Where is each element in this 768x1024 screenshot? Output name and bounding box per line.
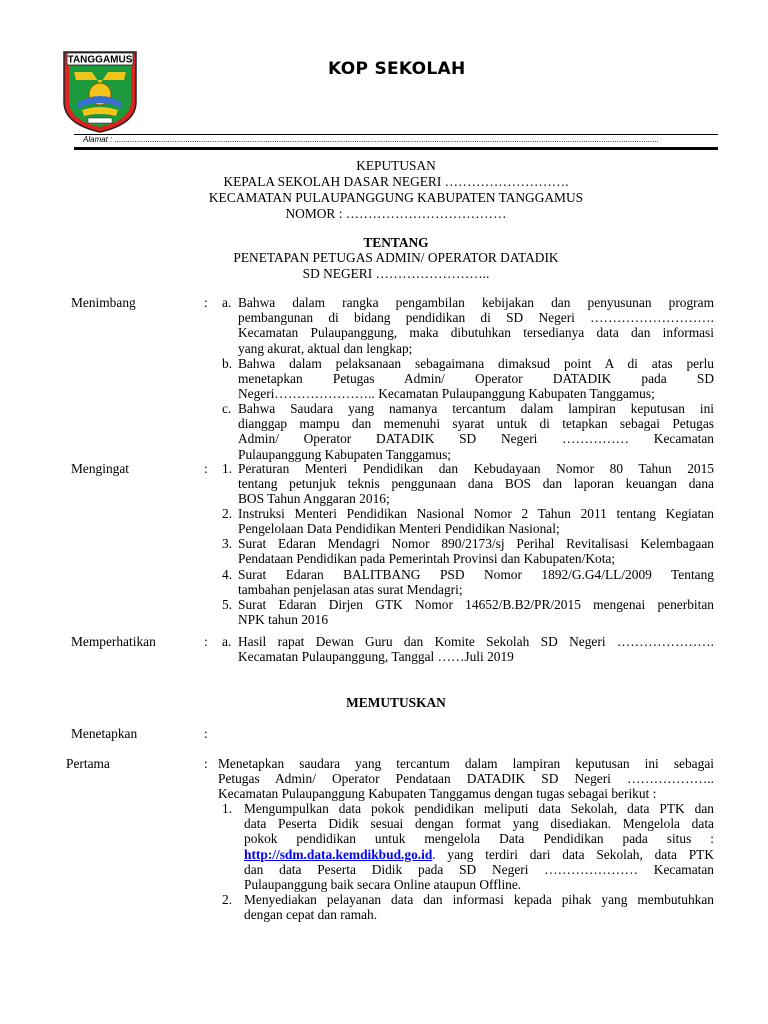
- text-line: Bahwa dalam pelaksanaan sebagaimana dimaksud point A di atas perlu: [238, 356, 714, 371]
- text-line: Kecamatan Pulaupanggung, maka dibutuhkan tersedianya data dan informasi: [238, 325, 714, 341]
- text-line: BOS Tahun Anggaran 2016;: [238, 491, 390, 507]
- menetapkan-label: Menetapkan: [71, 726, 138, 741]
- text-line: Bahwa Saudara yang namanya tercantum dalam lampiran keputusan ini: [238, 401, 714, 416]
- list-marker: 4.: [222, 567, 233, 582]
- text-line: Negeri………………….. Kecamatan Pulaupanggung Kabupaten Tanggamus;: [238, 386, 655, 402]
- pertama-intro: [218, 756, 714, 802]
- mengingat-item-4: [222, 567, 714, 597]
- page-title: KOP SEKOLAH: [328, 59, 466, 79]
- heading-memutuskan: MEMUTUSKAN: [346, 695, 446, 710]
- mengingat-item-3: [222, 536, 714, 566]
- mengingat-label: Mengingat: [71, 461, 130, 476]
- pertama-colon: :: [204, 756, 208, 771]
- text-line: Admin/ Operator DATADIK SD Negeri …………… Kecamatan: [238, 431, 714, 447]
- heading-kepala-sekolah: KEPALA SEKOLAH DASAR NEGERI ……………………….: [223, 174, 569, 189]
- text-line: Pendataan Pendidikan pada Pemerintah Provinsi dan Kabupaten/Kota;: [238, 551, 616, 567]
- menimbang-label: Menimbang: [71, 295, 136, 310]
- address-line: [83, 135, 703, 145]
- text-line: Menetapkan saudara yang tercantum dalam lampiran keputusan ini sebagai: [218, 756, 714, 771]
- list-marker: c.: [222, 401, 232, 416]
- mengingat-item-2: [222, 506, 714, 536]
- heading-sd-negeri: SD NEGERI ……………………..: [302, 266, 490, 281]
- mengingat-item-5: [222, 597, 714, 627]
- heading-keputusan: KEPUTUSAN: [356, 158, 436, 173]
- list-marker: 5.: [222, 597, 233, 612]
- text-line: Surat Edaran Mendagri Nomor 890/2173/sj Perihal Revitalisasi Kelembagaan: [238, 536, 714, 551]
- menetapkan-colon: :: [204, 726, 208, 741]
- memperhatikan-label: Memperhatikan: [71, 634, 156, 649]
- header-rule-thick: [74, 147, 718, 150]
- text-line: Mengumpulkan data pokok pendidikan meliputi data Sekolah, data PTK dan: [244, 801, 714, 816]
- list-marker: 3.: [222, 536, 233, 551]
- text-line: NPK tahun 2016: [238, 612, 329, 628]
- text-line: tentang petunjuk teknis penggunaan dana BOS dan laporan keuangan dana: [238, 476, 714, 492]
- text-line: Kecamatan Pulaupanggung, Tanggal ……Juli 2019: [238, 649, 514, 665]
- memperhatikan-item-a: [222, 634, 714, 664]
- text-line: Pulaupanggung Kabupaten Tanggamus;: [238, 446, 452, 462]
- list-marker: b.: [222, 356, 233, 371]
- heading-nomor: NOMOR : ………………………………: [285, 206, 507, 221]
- memperhatikan-colon: :: [204, 634, 208, 649]
- list-marker: a.: [222, 634, 232, 649]
- text-line: Hasil rapat Dewan Guru dan Komite Sekolah SD Negeri ………………….: [238, 634, 714, 649]
- menimbang-item-a: [222, 295, 714, 356]
- text-line: Pulaupanggung baik secara Online ataupun Offline.: [244, 877, 522, 893]
- text-line: yang akurat, aktual dan lengkap;: [238, 340, 413, 356]
- text-line: Pengelolaan Data Pendidikan Menteri Pendidikan Nasional;: [238, 521, 560, 537]
- heading-tentang: TENTANG: [363, 235, 429, 250]
- mengingat-item-1: [222, 461, 714, 507]
- text-line: Bahwa dalam rangka pengambilan kebijakan dan penyusunan program: [238, 295, 714, 310]
- text-after-link: . yang terdiri dari data Sekolah, data PTK: [432, 846, 714, 862]
- logo-text: TANGGAMUS: [67, 54, 133, 66]
- logo-emblem: [62, 50, 138, 134]
- pertama-item-1: [222, 801, 714, 892]
- text-line: Menyediakan pelayanan data dan informasi kepada pihak yang membutuhkan: [244, 892, 714, 907]
- text-line: tambahan penjelasan atas surat Mendagri;: [238, 582, 463, 598]
- address-label: Alamat: [83, 135, 108, 144]
- text-line: Petugas Admin/ Operator Pendataan DATADIK SD Negeri ………………..: [218, 771, 714, 787]
- text-line: Instruksi Menteri Pendidikan Nasional Nomor 2 Tahun 2011 tentang Kegiatan: [238, 506, 714, 521]
- list-marker: 1.: [222, 801, 233, 816]
- text-line: Kecamatan Pulaupanggung Kabupaten Tanggamus dengan tugas sebagai berikut :: [218, 786, 657, 802]
- list-marker: 2.: [222, 892, 233, 907]
- heading-penetapan: PENETAPAN PETUGAS ADMIN/ OPERATOR DATADIK: [233, 250, 559, 265]
- text-line: Surat Edaran Dirjen GTK Nomor 14652/B.B2/PR/2015 mengenai penerbitan: [238, 597, 714, 612]
- text-line: [244, 847, 714, 862]
- text-line: dan data Peserta Didik pada SD Negeri ………………… Kecamatan: [244, 861, 714, 877]
- menimbang-colon: :: [204, 295, 208, 310]
- menimbang-item-b: [222, 356, 714, 402]
- menimbang-item-c: [222, 401, 714, 462]
- mengingat-colon: :: [204, 461, 208, 476]
- list-marker: a.: [222, 295, 232, 310]
- list-marker: 2.: [222, 506, 233, 521]
- text-line: Surat Edaran BALITBANG PSD Nomor 1892/G.G4/LL/2009 Tentang: [238, 567, 714, 582]
- text-line: dianggap mampu dan memenuhi syarat untuk di tetapkan sebagai Petugas: [238, 416, 714, 432]
- pertama-label: Pertama: [66, 756, 110, 771]
- datadik-site-link[interactable]: http://sdm.data.kemdikbud.go.id: [244, 846, 433, 862]
- heading-kecamatan: KECAMATAN PULAUPANGGUNG KABUPATEN TANGGAMUS: [208, 190, 584, 205]
- text-line: pembangunan di bidang pendidikan di SD Negeri ……………………….: [238, 310, 714, 326]
- text-line: pokok pendidikan untuk mengelola Data Pendidikan pada situs :: [244, 831, 714, 847]
- list-marker: 1.: [222, 461, 233, 476]
- text-line: dengan cepat dan ramah.: [244, 907, 378, 923]
- text-line: Peraturan Menteri Pendidikan dan Kebudayaan Nomor 80 Tahun 2015: [238, 461, 714, 476]
- pertama-item-2: [222, 892, 714, 922]
- text-line: menetapkan Petugas Admin/ Operator DATADIK pada SD: [238, 371, 714, 387]
- text-line: data Peserta Didik sesuai dengan format yang disediakan. Mengelola data: [244, 816, 714, 832]
- address-dots: : .....................................................................................................................................................................................................................................................: [110, 135, 660, 144]
